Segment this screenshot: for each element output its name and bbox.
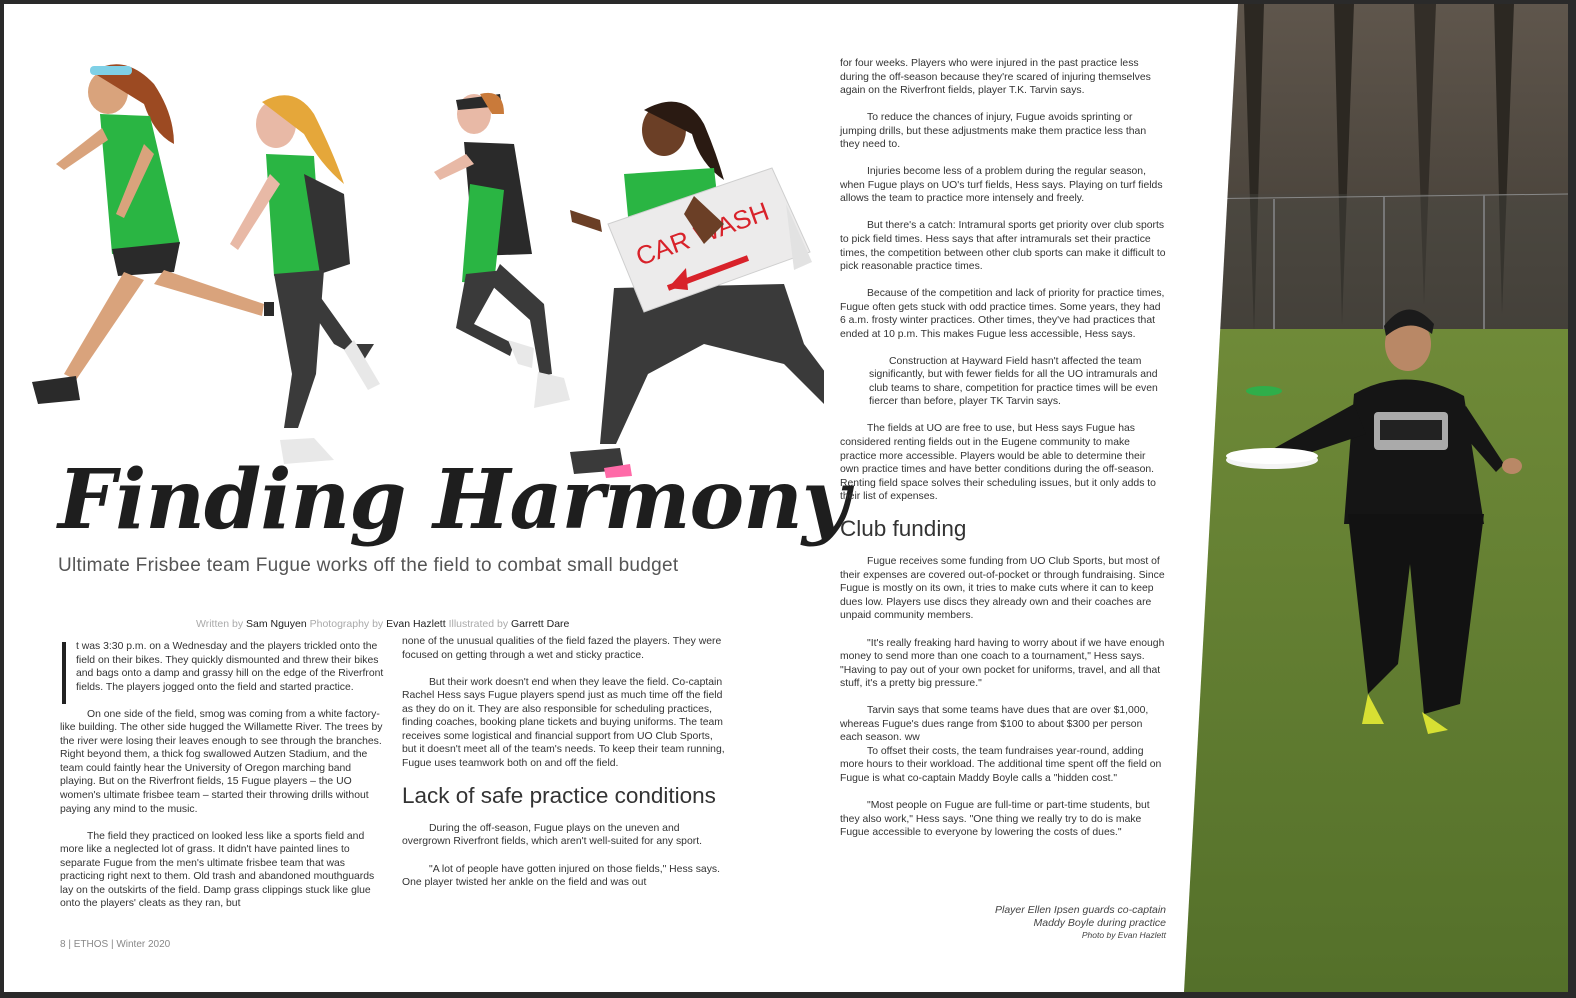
article-title: Finding Harmony bbox=[58, 452, 849, 548]
column-2 bbox=[402, 635, 730, 903]
runner-3 bbox=[434, 93, 570, 408]
caption-line-2: Maddy Boyle during practice bbox=[1033, 916, 1166, 929]
paragraph: t was 3:30 p.m. on a Wednesday and the players trickled onto the field on their bikes. They quickly dismounted and threw their bikes and bags onto a damp and grassy hill on the edge of the Riverfront fields. The players jogged onto the field and started practice. bbox=[60, 640, 384, 694]
byline bbox=[196, 618, 569, 630]
paragraph: Because of the competition and lack of priority for practice times, Fugue often gets stuck with odd practice times. Some years, they had 6 a.m. frosty winter practices. Other times, they've had practices that ended at 10 p.m. This makes Fugue less accessible, Hess says. bbox=[840, 288, 1165, 340]
byline-illus-label: Illustrated by bbox=[448, 618, 509, 630]
paragraph: "A lot of people have gotten injured on those fields," Hess says. One player twisted her ankle on the field and was out bbox=[402, 863, 720, 889]
paragraph: Fugue receives some funding from UO Club Sports, but most of their expenses are covered out-of-pocket or through fundraising. Since Fugue is mostly on its own, it tries to make cuts where it can to keep dues low. Players use discs they already own and their coaches are unpaid community members. bbox=[840, 556, 1165, 622]
caption-line-1: Player Ellen Ipsen guards co-captain bbox=[994, 904, 1166, 916]
magazine-spread bbox=[4, 4, 1568, 992]
byline-writer: Sam Nguyen bbox=[246, 618, 307, 630]
paragraph: To offset their costs, the team fundraises year-round, adding more hours to their workload. The additional time spent off the field on Fugue is what co-captain Maddy Boyle calls a "hidden cost." bbox=[840, 745, 1162, 784]
runner-2 bbox=[230, 95, 380, 464]
page-footer: 8 | ETHOS | Winter 2020 bbox=[60, 939, 171, 950]
paragraph: On one side of the field, smog was coming from a white factory-like building. The other side hugged the Willamette River. The trees by the river were losing their leaves enough to see through the branches. Right beyond them, a thick fog swallowed Autzen Stadium, and the team could faintly hear the University of Oregon marching band playing. But on the Riverfront fields, 15 Fugue players – the UO women's ultimate frisbee team – started their throwing drills without paying any mind to the music. bbox=[60, 708, 383, 815]
paragraph: The field they practiced on looked less like a sports field and more like a neglected lot of grass. It didn't have painted lines to separate Fugue from the men's ultimate frisbee team that was practicing right next to them. Old trash and abandoned mouthguards lay on the outskirts of the field. Damp grass clippings stuck like glue onto the players' cleats as they ran, but bbox=[60, 830, 375, 910]
section-heading: Club funding bbox=[840, 516, 967, 542]
photo-caption bbox=[950, 904, 1166, 942]
paragraph: But there's a catch: Intramural sports get priority over club sports to pick field times. Hess says that after intramurals set their practice times, the competition between other club sports can make it difficult to pick reasonable practice times. bbox=[840, 220, 1166, 273]
article-subtitle: Ultimate Frisbee team Fugue works off the field to combat small budget bbox=[58, 555, 679, 576]
paragraph: But their work doesn't end when they leave the field. Co-captain Rachel Hess says Fugue players spend just as much time off the field as they do on it. They are also responsible for scheduling practices, finding coaches, booking plane tickets and buying uniforms. The team receives some logistical and financial support from UO Club Sports, but it doesn't meet all of the team's needs. To keep their team running, Fugue uses teamwork both on and off the field. bbox=[402, 676, 725, 769]
paragraph: Injuries become less of a problem during the regular season, when Fugue plays on UO's turf fields, Hess says. Playing on turf fields allows the team to practice more intensely and freely. bbox=[840, 166, 1163, 205]
drop-cap bbox=[62, 642, 66, 704]
byline-photo-label: Photography by bbox=[309, 618, 384, 630]
byline-written-label: Written by bbox=[196, 618, 244, 630]
column-1 bbox=[60, 640, 384, 924]
paragraph: Construction at Hayward Field hasn't affected the team significantly, but with fewer fields for all the UO intramurals and club teams to share, competition for practice times will be even fiercer than before, player TK Tarvin says. bbox=[869, 355, 1158, 408]
runners-illustration bbox=[4, 44, 824, 484]
paragraph: none of the unusual qualities of the field fazed the players. They were focused on getting through a wet and sticky practice. bbox=[402, 636, 722, 661]
paragraph: "Most people on Fugue are full-time or part-time students, but they also work," Hess says. "One thing we really try to do is make Fugue accessible to everyone by lowering the costs of dues." bbox=[840, 799, 1150, 839]
column-3 bbox=[840, 57, 1166, 853]
paragraph: for four weeks. Players who were injured in the past practice less during the off-season because they're scared of injuring themselves again on the Riverfront fields, player T.K. Tarvin says. bbox=[840, 58, 1151, 97]
paragraph: To reduce the chances of injury, Fugue avoids sprinting or jumping drills, but these adjustments make them practice less than they need to. bbox=[840, 112, 1147, 151]
page-edge bbox=[1174, 4, 1254, 992]
byline-photographer: Evan Hazlett bbox=[386, 618, 446, 630]
caption-credit: Photo by Evan Hazlett bbox=[1081, 930, 1166, 940]
paragraph: Tarvin says that some teams have dues that are over $1,000, whereas Fugue's dues range from $100 to about $300 per person each season. ww bbox=[840, 705, 1149, 744]
byline-illustrator: Garrett Dare bbox=[511, 618, 570, 630]
paragraph: "It's really freaking hard having to worry about if we have enough money to send more than one coach to a tournament," Hess says. "Having to pay out of your own pocket for uniforms, travel, and all that stuff, it's a pretty big pressure." bbox=[840, 637, 1165, 690]
paragraph: During the off-season, Fugue plays on the uneven and overgrown Riverfront fields, which aren't well-suited for any sport. bbox=[402, 822, 702, 848]
paragraph: The fields at UO are free to use, but Hess says Fugue has considered renting fields out in the Eugene community to make practice more accessible. Players would be able to determine their own practice times and have better conditions during the off-season. Renting field space solves their scheduling issues, but it only adds to their list of expenses. bbox=[840, 423, 1156, 503]
svg-text:CAR WASH: CAR WASH bbox=[631, 195, 773, 272]
runner-4 bbox=[570, 102, 824, 478]
section-heading: Lack of safe practice conditions bbox=[402, 782, 716, 808]
